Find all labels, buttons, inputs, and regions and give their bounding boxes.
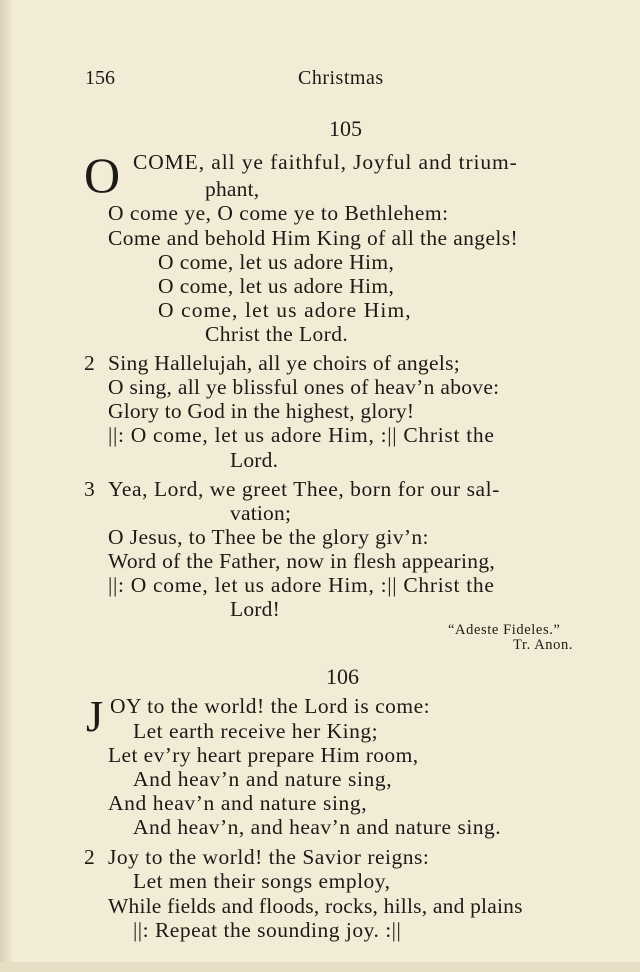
hymn105-v2-line-4: ||: O come, let us adore Him, :|| Christ the: [108, 423, 495, 447]
hymn105-v3-line-2: vation;: [230, 501, 292, 525]
verse-number: 2: [84, 845, 95, 869]
hymn105-line-6: O come, let us adore Him,: [158, 274, 395, 298]
hymn105-line-3: O come ye, O come ye to Bethlehem:: [108, 201, 449, 225]
hymn106-line-6: And heav’n, and heav’n and nature sing.: [133, 815, 502, 839]
page-bottom-edge: [0, 962, 640, 972]
hymn106-v2-line-3: While fields and floods, rocks, hills, and plains: [108, 894, 523, 918]
hymn105-v2-line-1: Sing Hallelujah, all ye choirs of angels;: [108, 351, 461, 375]
hymn106-v2-line-4: ||: Repeat the sounding joy. :||: [133, 918, 402, 942]
hymn105-v3-line-1: Yea, Lord, we greet Thee, born for our sal-: [108, 477, 500, 501]
hymn-source: “Adeste Fideles.”: [448, 622, 561, 638]
hymn106-line-1: OY to the world! the Lord is come:: [110, 694, 431, 718]
hymn105-line-7: O come, let us adore Him,: [158, 298, 412, 322]
hymn106-line-3: Let ev’ry heart prepare Him room,: [108, 743, 419, 767]
hymn-number-106: 106: [326, 664, 359, 689]
hymn105-v3-line-5: ||: O come, let us adore Him, :|| Christ the: [108, 573, 495, 597]
hymn106-line-2: Let earth receive her King;: [133, 719, 379, 743]
hymn106-v2-line-1: Joy to the world! the Savior reigns:: [108, 845, 430, 869]
hymn105-line-4: Come and behold Him King of all the angels!: [108, 226, 519, 250]
hymn-number-105: 105: [329, 116, 362, 141]
verse-number: 2: [84, 351, 95, 375]
hymn106-v2-line-2: Let men their songs employ,: [133, 869, 391, 893]
hymn105-v2-line-5: Lord.: [230, 448, 279, 472]
drop-cap-j: J: [86, 692, 104, 741]
hymn105-line-5: O come, let us adore Him,: [158, 250, 395, 274]
page-spine-shadow: [0, 0, 12, 972]
hymn105-v3-line-6: Lord!: [230, 597, 280, 621]
hymn105-v2-line-3: Glory to God in the highest, glory!: [108, 399, 415, 423]
page-number: 156: [85, 67, 115, 89]
hymn106-line-4: And heav’n and nature sing,: [133, 767, 393, 791]
verse-number: 3: [84, 477, 95, 501]
hymn105-line-8: Christ the Lord.: [205, 322, 349, 346]
hymn105-line-2: phant,: [205, 177, 260, 201]
hymn-translator: Tr. Anon.: [513, 637, 574, 653]
hymn105-v3-line-4: Word of the Father, now in flesh appearing,: [108, 549, 496, 573]
running-title: Christmas: [298, 67, 384, 89]
drop-cap-o: O: [84, 147, 121, 203]
hymn105-v3-line-3: O Jesus, to Thee be the glory giv’n:: [108, 525, 429, 549]
hymn105-v2-line-2: O sing, all ye blissful ones of heav’n above:: [108, 375, 500, 399]
hymn105-line-1: COME, all ye faithful, Joyful and trium-: [133, 150, 518, 174]
hymn106-line-5: And heav’n and nature sing,: [108, 791, 368, 815]
